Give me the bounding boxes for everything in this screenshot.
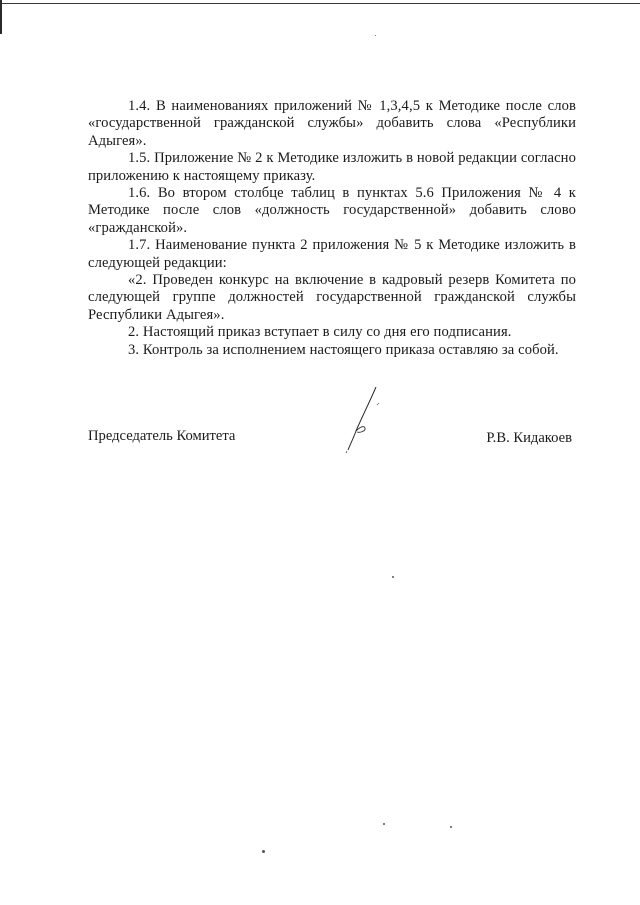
paragraph-1-4: 1.4. В наименованиях приложений № 1,3,4,5 к Методике после слов «государственной гражданской службы» добавить слова «Республики Адыгея». bbox=[88, 98, 576, 149]
paragraph-2: 2. Настоящий приказ вступает в силу со дня его подписания. bbox=[128, 324, 512, 341]
paragraph-1-5: 1.5. Приложение № 2 к Методике изложить в новой редакции согласно приложению к настоящему приказу. bbox=[88, 150, 576, 184]
scan-top-edge bbox=[0, 3, 640, 4]
signatory-position: Председатель Комитета bbox=[88, 428, 236, 444]
paragraph-3: 3. Контроль за исполнением настоящего приказа оставляю за собой. bbox=[128, 341, 559, 358]
signature-block bbox=[88, 428, 576, 468]
paragraph-1-6: 1.6. Во втором столбце таблиц в пунктах 5.6 Приложения № 4 к Методике после слов «должность государственной» добавить слово «гражданской». bbox=[88, 185, 576, 236]
scan-speck bbox=[450, 826, 452, 828]
scan-speck bbox=[392, 576, 394, 578]
signatory-name: Р.В. Кидакоев bbox=[486, 430, 572, 446]
scan-speck bbox=[383, 823, 385, 825]
paragraph-1-7: 1.7. Наименование пункта 2 приложения № 5 к Методике изложить в следующей редакции: bbox=[88, 237, 576, 271]
paragraph-quoted-item-2: «2. Проведен конкурс на включение в кадровый резерв Комитета по следующей группе должностей государственной гражданской службы Республики Адыгея». bbox=[88, 272, 576, 323]
scan-speck bbox=[375, 35, 376, 36]
scan-speck bbox=[262, 850, 265, 853]
scan-left-edge bbox=[0, 0, 2, 34]
document-body bbox=[88, 98, 576, 359]
